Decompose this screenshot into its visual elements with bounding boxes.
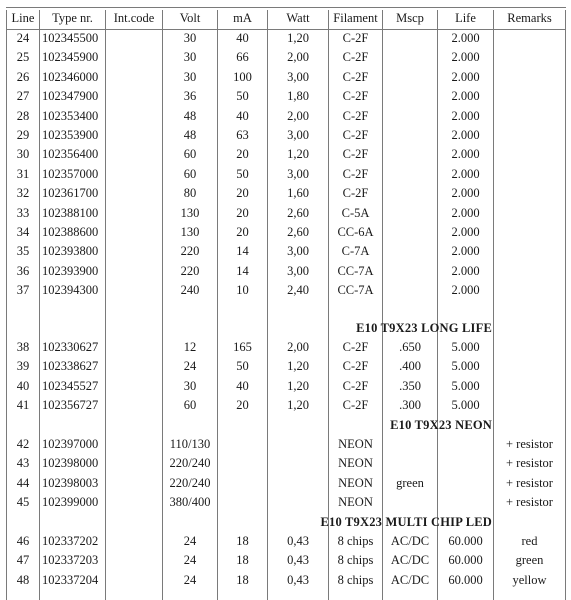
cell-mscp: AC/DC [390, 572, 430, 587]
cell-watt [268, 435, 328, 454]
cell-ma: 10 [236, 283, 249, 298]
cell-mscp: .400 [399, 359, 421, 374]
cell-line: 28 [16, 108, 30, 123]
cell-line: 29 [16, 128, 30, 142]
cell-ma: 20 [236, 147, 249, 162]
cell-type-nr: 102388100 [42, 205, 99, 220]
cell-life: 2.000 [451, 283, 480, 298]
cell-type-nr: 102338627 [42, 359, 99, 374]
cell-volt: 220/240 [169, 456, 211, 471]
cell-volt: 110/130 [169, 437, 211, 451]
table-row [0, 571, 571, 590]
cell-type-nr: 102397000 [42, 437, 99, 451]
cell-filament: C-2F [342, 340, 369, 354]
cell-ma: 50 [236, 166, 249, 181]
cell-watt: 3,00 [287, 128, 309, 142]
cell-mscp [383, 435, 437, 454]
cell-mscp: .300 [399, 398, 421, 413]
cell-type-nr: 102345527 [42, 378, 99, 393]
cell-life: 2.000 [451, 147, 480, 162]
table-row [0, 396, 571, 415]
table-row [0, 184, 571, 203]
cell-filament: C-5A [341, 205, 370, 220]
cell-mscp [383, 281, 437, 300]
cell-life: 2.000 [451, 128, 480, 142]
cell-ma: 40 [236, 108, 249, 123]
cell-filament: C-2F [342, 186, 369, 201]
cell-remarks [494, 145, 565, 164]
table-row [0, 551, 571, 570]
cell-filament: C-2F [342, 398, 369, 413]
cell-life: 2.000 [451, 205, 480, 220]
cell-remarks [494, 29, 565, 48]
cell-type-nr: 102361700 [42, 186, 99, 201]
table-row [0, 474, 571, 493]
cell-life: 2.000 [451, 108, 480, 123]
cell-remarks [494, 338, 565, 357]
cell-volt: 48 [183, 108, 197, 123]
section-heading-neon: E10 T9X23 NEON [390, 417, 492, 432]
cell-line: 33 [16, 205, 30, 220]
cell-mscp [383, 48, 437, 67]
cell-volt: 36 [183, 89, 197, 104]
table-row [0, 29, 571, 48]
table-row [0, 493, 571, 512]
cell-volt: 12 [183, 340, 197, 354]
cell-watt: 1,60 [287, 186, 309, 201]
cell-filament: 8 chips [337, 572, 374, 587]
cell-type-nr: 102337203 [42, 553, 99, 568]
cell-life: 2.000 [451, 186, 480, 201]
cell-remarks [494, 204, 565, 223]
cell-line: 45 [16, 495, 30, 510]
cell-remarks: red [521, 534, 538, 548]
cell-type-nr: 102337202 [42, 534, 99, 548]
cell-watt [268, 454, 328, 473]
cell-filament: C-2F [342, 69, 369, 84]
cell-life: 60.000 [448, 534, 483, 548]
cell-line: 30 [16, 147, 30, 162]
cell-line: 31 [16, 166, 30, 181]
cell-mscp [383, 107, 437, 126]
cell-ma: 20 [236, 225, 249, 239]
cell-watt [268, 474, 328, 493]
section-heading-multi-chip-led: E10 T9X23 MULTI CHIP LED [320, 514, 492, 529]
cell-volt: 30 [183, 378, 197, 393]
cell-volt: 220 [180, 263, 200, 278]
cell-type-nr: 102399000 [42, 495, 99, 510]
cell-ma [218, 474, 267, 493]
cell-line: 44 [16, 475, 30, 490]
header-ma: mA [233, 11, 252, 25]
table-row [0, 242, 571, 261]
cell-watt [268, 493, 328, 512]
cell-life: 60.000 [448, 572, 483, 587]
cell-mscp: AC/DC [390, 534, 430, 548]
cell-type-nr: 102394300 [42, 283, 99, 298]
cell-ma: 18 [236, 534, 249, 548]
cell-life: 2.000 [451, 69, 480, 84]
cell-remarks [494, 223, 565, 242]
cell-type-nr: 102356727 [42, 398, 99, 413]
table-row [0, 338, 571, 357]
cell-life: 5.000 [451, 359, 480, 374]
cell-mscp: green [396, 475, 424, 490]
cell-filament: CC-7A [337, 263, 374, 278]
cell-type-nr: 102353900 [42, 128, 99, 142]
cell-volt: 24 [183, 359, 197, 374]
cell-watt: 1,20 [287, 398, 309, 413]
cell-ma: 20 [236, 186, 249, 201]
table-row [0, 48, 571, 67]
cell-filament: C-2F [342, 378, 369, 393]
table-row [0, 223, 571, 242]
cell-watt: 2,00 [287, 50, 309, 65]
table-row [0, 107, 571, 126]
cell-line: 41 [16, 398, 30, 413]
cell-watt: 3,00 [287, 263, 309, 278]
cell-type-nr: 102393900 [42, 263, 99, 278]
cell-ma: 100 [233, 69, 252, 84]
cell-life: 5.000 [451, 340, 480, 354]
cell-remarks [494, 396, 565, 415]
cell-ma: 66 [236, 50, 249, 65]
cell-watt: 1,20 [287, 147, 309, 162]
cell-remarks [494, 165, 565, 184]
cell-ma: 14 [236, 263, 249, 278]
cell-volt: 240 [180, 283, 200, 298]
cell-type-nr: 102353400 [42, 108, 99, 123]
header-filament: Filament [333, 11, 378, 25]
table-row [0, 126, 571, 145]
cell-volt: 24 [183, 553, 197, 568]
cell-filament: NEON [338, 495, 373, 510]
cell-volt: 60 [183, 398, 197, 413]
cell-volt: 30 [183, 50, 197, 65]
cell-watt: 0,43 [287, 572, 309, 587]
cell-remarks [494, 281, 565, 300]
cell-ma: 50 [236, 89, 249, 104]
cell-life [438, 435, 493, 454]
cell-line: 43 [16, 456, 30, 471]
cell-mscp [383, 126, 437, 145]
header-volt: Volt [179, 11, 201, 25]
cell-mscp [383, 29, 437, 48]
cell-type-nr: 102345900 [42, 50, 99, 65]
header-life: Life [455, 11, 476, 25]
cell-filament: C-2F [342, 108, 369, 123]
cell-watt: 3,00 [287, 69, 309, 84]
cell-volt: 24 [183, 534, 197, 548]
table-row [0, 377, 571, 396]
table-row [0, 454, 571, 473]
cell-volt: 30 [183, 31, 197, 45]
cell-line: 25 [16, 50, 30, 65]
cell-life: 2.000 [451, 225, 480, 239]
cell-life [438, 474, 493, 493]
cell-filament: CC-7A [337, 283, 374, 298]
cell-mscp [383, 493, 437, 512]
cell-volt: 130 [180, 225, 200, 239]
cell-mscp [383, 68, 437, 87]
cell-type-nr: 102357000 [42, 166, 99, 181]
cell-mscp [383, 87, 437, 106]
table-row [0, 204, 571, 223]
cell-volt: 60 [183, 147, 197, 162]
header-int-code: Int.code [113, 11, 155, 25]
cell-watt: 2,40 [287, 283, 309, 298]
cell-life: 2.000 [451, 89, 480, 104]
cell-mscp [383, 223, 437, 242]
table-row [0, 281, 571, 300]
cell-remarks: + resistor [506, 456, 553, 471]
table-row [0, 357, 571, 376]
cell-watt: 1,80 [287, 89, 309, 104]
table-row [0, 435, 571, 454]
cell-volt: 220 [180, 244, 200, 259]
cell-mscp [383, 454, 437, 473]
cell-type-nr: 102330627 [42, 340, 99, 354]
cell-mscp: .350 [399, 378, 421, 393]
cell-filament: 8 chips [337, 553, 374, 568]
cell-remarks [494, 357, 565, 376]
cell-remarks: + resistor [506, 437, 553, 451]
cell-remarks [494, 262, 565, 281]
cell-mscp: .650 [399, 340, 421, 354]
cell-type-nr: 102398003 [42, 475, 99, 490]
cell-filament: C-2F [342, 31, 369, 45]
cell-life: 2.000 [451, 166, 480, 181]
cell-ma: 165 [233, 340, 252, 354]
cell-line: 38 [16, 340, 30, 354]
cell-line: 46 [16, 534, 30, 548]
cell-watt: 3,00 [287, 244, 309, 259]
cell-ma: 14 [236, 244, 249, 259]
cell-filament: C-2F [342, 359, 369, 374]
cell-ma: 18 [236, 572, 249, 587]
cell-mscp [383, 145, 437, 164]
cell-line: 48 [16, 572, 30, 587]
cell-filament: NEON [338, 475, 373, 490]
cell-life [438, 493, 493, 512]
cell-remarks [494, 87, 565, 106]
cell-ma [218, 454, 267, 473]
cell-watt: 1,20 [287, 31, 309, 45]
cell-watt: 2,60 [287, 205, 309, 220]
cell-line: 37 [16, 283, 30, 298]
cell-volt: 220/240 [169, 475, 211, 490]
cell-line: 32 [16, 186, 30, 201]
cell-filament: C-2F [342, 166, 369, 181]
cell-ma [218, 493, 267, 512]
cell-ma: 18 [236, 553, 249, 568]
cell-life: 2.000 [451, 244, 480, 259]
cell-watt: 2,00 [287, 340, 309, 354]
cell-life: 2.000 [451, 263, 480, 278]
cell-life: 5.000 [451, 398, 480, 413]
cell-life [438, 454, 493, 473]
cell-watt: 2,60 [287, 225, 309, 239]
cell-line: 35 [16, 244, 30, 259]
cell-volt: 48 [183, 128, 197, 142]
header-watt: Watt [286, 11, 310, 25]
cell-remarks [494, 184, 565, 203]
cell-mscp [383, 165, 437, 184]
cell-volt: 130 [180, 205, 200, 220]
cell-line: 42 [16, 437, 30, 451]
cell-remarks: + resistor [506, 495, 553, 510]
cell-ma [218, 435, 267, 454]
cell-mscp: AC/DC [390, 553, 430, 568]
cell-remarks [494, 377, 565, 396]
table-row [0, 68, 571, 87]
cell-remarks: green [515, 553, 544, 568]
cell-type-nr: 102388600 [42, 225, 99, 239]
cell-type-nr: 102345500 [42, 31, 99, 45]
cell-filament: C-2F [342, 50, 369, 65]
cell-watt: 1,20 [287, 378, 309, 393]
cell-volt: 24 [183, 572, 197, 587]
cell-remarks: yellow [512, 572, 547, 587]
cell-ma: 50 [236, 359, 249, 374]
cell-mscp [383, 242, 437, 261]
header-mscp: Mscp [396, 11, 424, 25]
cell-type-nr: 102347900 [42, 89, 99, 104]
cell-filament: C-2F [342, 89, 369, 104]
cell-type-nr: 102356400 [42, 147, 99, 162]
cell-line: 39 [16, 359, 30, 374]
cell-volt: 30 [183, 69, 197, 84]
cell-mscp [383, 184, 437, 203]
cell-ma: 63 [236, 128, 249, 142]
cell-type-nr: 102393800 [42, 244, 99, 259]
cell-filament: C-7A [341, 244, 370, 259]
table-row [0, 532, 571, 551]
cell-watt: 1,20 [287, 359, 309, 374]
table-row [0, 145, 571, 164]
cell-remarks [494, 107, 565, 126]
cell-filament: C-2F [342, 147, 369, 162]
cell-line: 34 [16, 225, 30, 239]
section-heading-long-life: E10 T9X23 LONG LIFE [356, 320, 492, 335]
cell-type-nr: 102337204 [42, 572, 99, 587]
cell-filament: NEON [338, 456, 373, 471]
cell-ma: 40 [236, 31, 249, 45]
cell-remarks [494, 48, 565, 67]
cell-watt: 3,00 [287, 166, 309, 181]
cell-line: 26 [16, 69, 30, 84]
cell-line: 27 [16, 89, 30, 104]
cell-ma: 40 [236, 378, 249, 393]
cell-volt: 80 [183, 186, 197, 201]
cell-watt: 0,43 [287, 534, 309, 548]
table-row [0, 87, 571, 106]
cell-life: 5.000 [451, 378, 480, 393]
header-row [0, 9, 571, 28]
cell-volt: 60 [183, 166, 197, 181]
table-top-rule [6, 7, 566, 8]
cell-remarks [494, 68, 565, 87]
cell-remarks: + resistor [506, 475, 553, 490]
cell-life: 2.000 [451, 50, 480, 65]
cell-life: 60.000 [448, 553, 483, 568]
cell-watt: 2,00 [287, 108, 309, 123]
cell-mscp [383, 262, 437, 281]
table-row [0, 262, 571, 281]
cell-type-nr: 102346000 [42, 69, 99, 84]
cell-filament: 8 chips [337, 534, 374, 548]
cell-ma: 20 [236, 205, 249, 220]
cell-filament: C-2F [342, 128, 369, 142]
cell-life: 2.000 [451, 31, 480, 45]
header-remarks: Remarks [507, 11, 552, 25]
cell-remarks [494, 126, 565, 145]
cell-line: 47 [16, 553, 30, 568]
cell-line: 24 [16, 31, 30, 45]
cell-filament: NEON [338, 437, 373, 451]
cell-filament: CC-6A [337, 225, 374, 239]
cell-line: 40 [16, 378, 30, 393]
header-type-nr: Type nr. [52, 11, 93, 25]
header-line: Line [11, 11, 35, 25]
cell-ma: 20 [236, 398, 249, 413]
cell-volt: 380/400 [169, 495, 211, 510]
cell-watt: 0,43 [287, 553, 309, 568]
cell-line: 36 [16, 263, 30, 278]
cell-mscp [383, 204, 437, 223]
cell-remarks [494, 242, 565, 261]
table-row [0, 165, 571, 184]
cell-type-nr: 102398000 [42, 456, 99, 471]
